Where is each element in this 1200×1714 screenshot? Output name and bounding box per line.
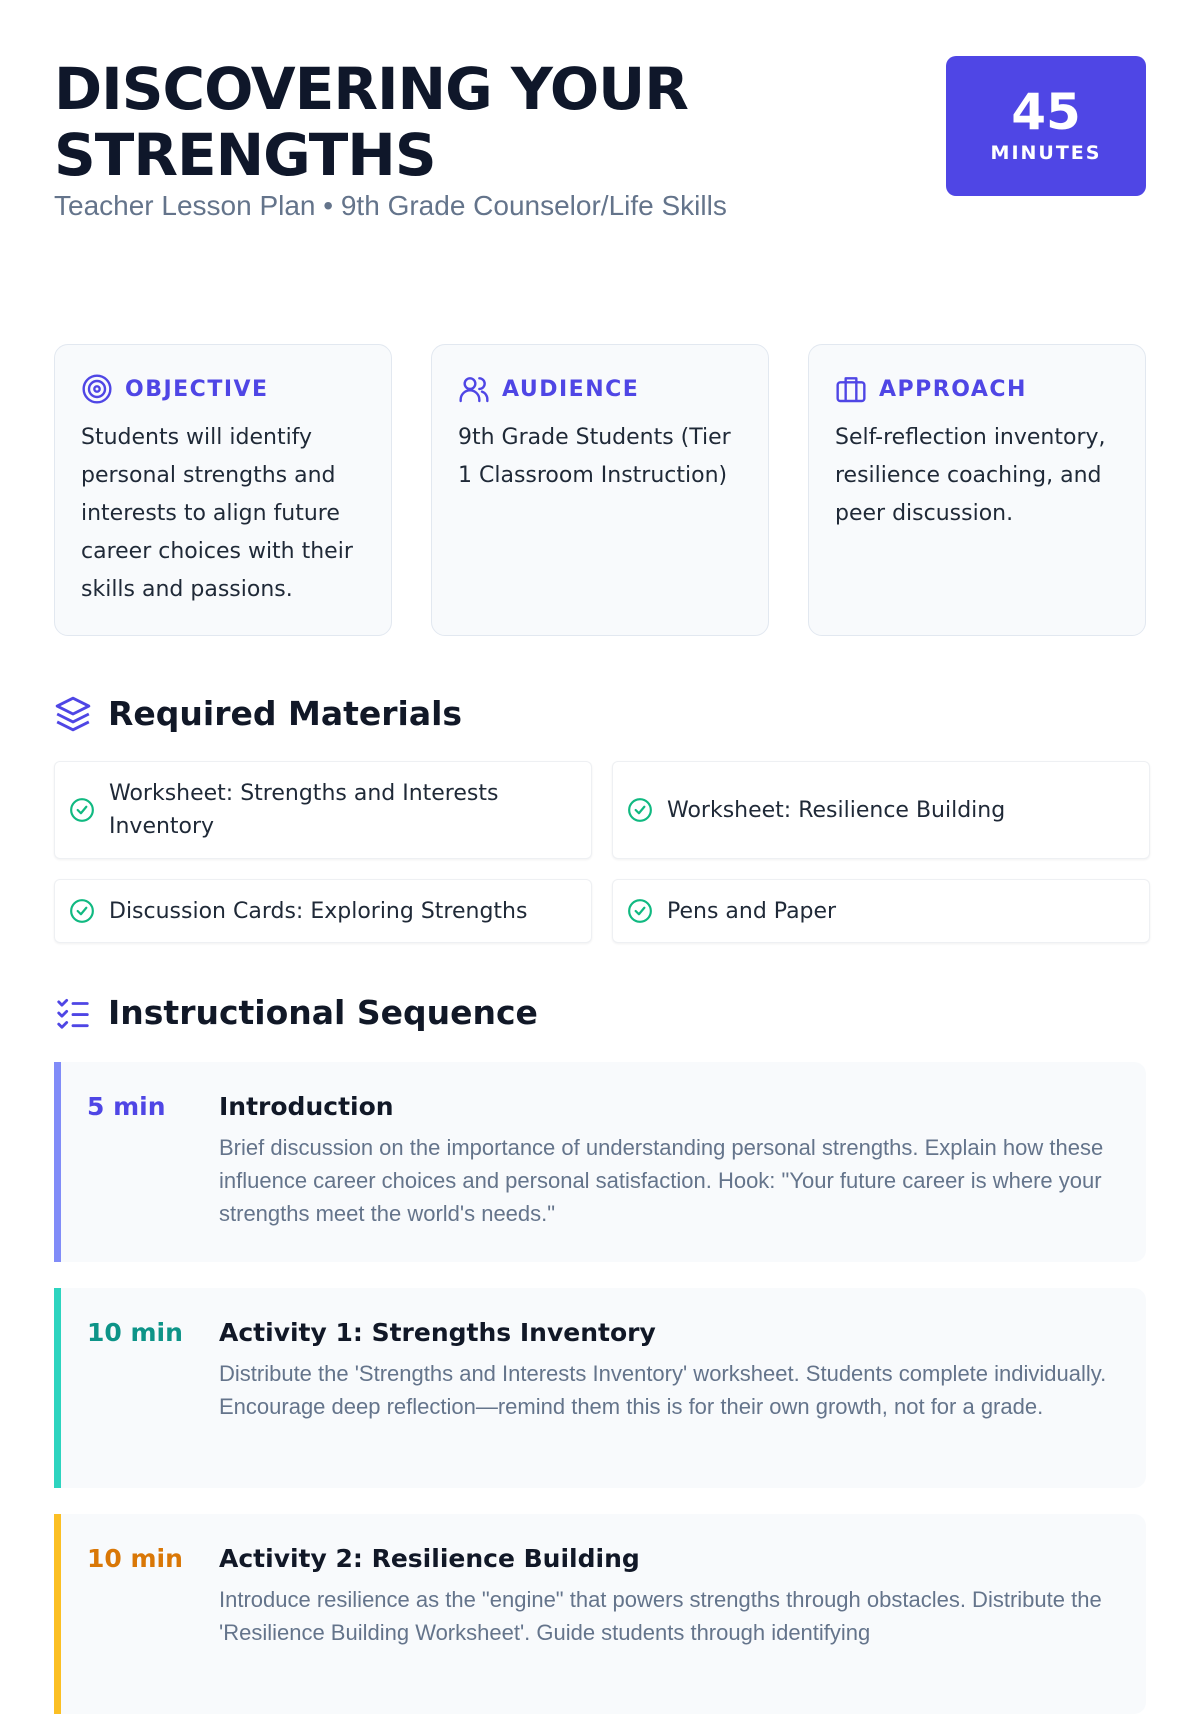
step-content [219,1544,1118,1686]
card-approach [808,344,1146,636]
sequence-list [54,1062,1146,1714]
check-circle-icon [627,898,653,924]
checklist-icon [54,994,92,1032]
step-title: Activity 2: Resilience Building [219,1544,640,1573]
section-title: Instructional Sequence [108,993,538,1032]
step-duration: 10 min [87,1318,183,1347]
target-icon [81,373,113,405]
step-description: Distribute the 'Strengths and Interests Inventory' worksheet. Students complete individually. Encourage deep reflection—remind them this is for their own growth, not for a grade. [219,1361,1107,1419]
users-icon [458,373,490,405]
material-label: Worksheet: Resilience Building [667,797,1006,823]
sequence-step [54,1288,1146,1488]
step-content [219,1092,1118,1234]
duration-unit: MINUTES [990,142,1102,164]
header [54,56,1146,288]
briefcase-icon [835,373,867,405]
card-title: APPROACH [879,376,1027,402]
step-content [219,1318,1118,1460]
card-title: AUDIENCE [502,376,640,402]
info-cards [54,344,1146,636]
step-title: Activity 1: Strengths Inventory [219,1318,656,1347]
material-item [612,761,1150,859]
page-title: DISCOVERING YOUR STRENGTHS [54,55,688,189]
check-circle-icon [627,797,653,823]
materials-list [54,761,1146,943]
sequence-step [54,1062,1146,1262]
material-label: Worksheet: Strengths and Interests Inventory [109,781,499,839]
card-audience [431,344,769,636]
material-item [612,879,1150,943]
sequence-step [54,1514,1146,1714]
step-title: Introduction [219,1092,394,1121]
duration-badge [946,56,1146,196]
material-label: Pens and Paper [667,898,837,924]
step-duration: 5 min [87,1092,166,1121]
step-description: Introduce resilience as the "engine" that powers strengths through obstacles. Distribute the 'Resilience Building Worksheet'. Guide students through identifying [219,1587,1102,1645]
card-text: 9th Grade Students (Tier 1 Classroom Instruction) [458,425,731,488]
section-title: Required Materials [108,694,463,733]
step-description: Brief discussion on the importance of understanding personal strengths. Explain how these influence career choices and personal satisfaction. Hook: "Your future career is where your strengths meet the world's needs." [219,1135,1104,1226]
card-text: Self-reflection inventory, resilience coaching, and peer discussion. [835,425,1106,526]
step-duration: 10 min [87,1544,183,1573]
card-header [81,373,365,405]
check-circle-icon [69,898,95,924]
card-title: OBJECTIVE [125,376,269,402]
check-circle-icon [69,797,95,823]
materials-heading [54,694,1146,733]
card-header [458,373,742,405]
page-subtitle: Teacher Lesson Plan • 9th Grade Counselor/Life Skills [54,190,727,221]
layers-icon [54,695,92,733]
material-item [54,879,592,943]
card-objective [54,344,392,636]
duration-value: 45 [1011,83,1081,141]
sequence-heading [54,993,1146,1032]
material-label: Discussion Cards: Exploring Strengths [109,898,528,924]
material-item [54,761,592,859]
card-text: Students will identify personal strengths and interests to align future career choices with their skills and passions. [81,425,353,602]
card-header [835,373,1119,405]
